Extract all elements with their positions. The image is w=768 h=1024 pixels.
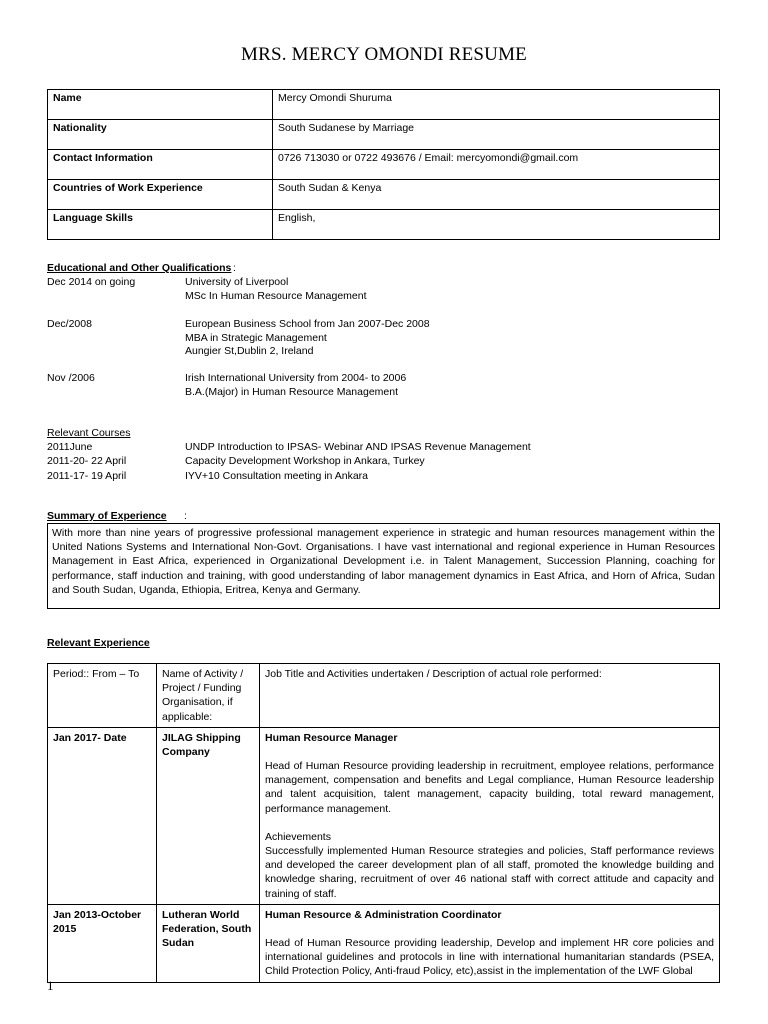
table-header-row xyxy=(48,664,720,728)
experience-period: Jan 2017- Date xyxy=(48,727,157,904)
column-header: Name of Activity / Project / Funding Organisation, if applicable: xyxy=(157,664,260,728)
table-row xyxy=(48,120,720,150)
job-title: Human Resource & Administration Coordinator xyxy=(265,908,502,921)
info-value: 0726 713030 or 0722 493676 / Email: mercyomondi@gmail.com xyxy=(273,150,720,180)
info-label: Name xyxy=(48,90,273,120)
course-date: 2011-17- 19 April xyxy=(47,470,127,482)
course-date: 2011June xyxy=(47,441,93,453)
education-date: Dec/2008 xyxy=(47,318,92,330)
experience-organisation: JILAG Shipping Company xyxy=(157,727,260,904)
summary-heading-colon: : xyxy=(184,510,187,522)
info-label: Nationality xyxy=(48,120,273,150)
table-row xyxy=(48,210,720,240)
column-header: Job Title and Activities undertaken / Description of actual role performed: xyxy=(260,664,720,728)
summary-heading: Summary of Experience xyxy=(47,510,167,522)
education-date: Dec 2014 on going xyxy=(47,276,136,288)
info-label: Language Skills xyxy=(48,210,273,240)
info-value: South Sudan & Kenya xyxy=(273,180,720,210)
table-row xyxy=(48,904,720,982)
page-title: MRS. MERCY OMONDI RESUME xyxy=(241,44,527,65)
job-description: Head of Human Resource providing leadership, Develop and implement HR core policies and international guidelines and protocols in line with international humanitarian standards (PSEA, Child Protection Policy, Anti-fraud Policy, etc),assist in the implementation of the LWF Global xyxy=(265,937,714,978)
education-line: Irish International University from 2004- to 2006 xyxy=(185,372,407,384)
course-date: 2011-20- 22 April xyxy=(47,455,127,467)
education-heading xyxy=(47,262,231,274)
info-value: South Sudanese by Marriage xyxy=(273,120,720,150)
info-value: Mercy Omondi Shuruma xyxy=(273,90,720,120)
achievements-text: Successfully implemented Human Resource strategies and policies, Staff performance reviews and developed the career development plan of all staff, promoted the knowledge building and knowledge sharing, recruitment of over 46 national staff with correct attitude and capacity and training of staff. xyxy=(265,845,714,900)
experience-heading: Relevant Experience xyxy=(47,637,150,649)
education-line: University of Liverpool xyxy=(185,276,289,288)
education-line: B.A.(Major) in Human Resource Management xyxy=(185,386,399,398)
education-line: MBA in Strategic Management xyxy=(185,332,327,344)
table-row xyxy=(48,150,720,180)
education-date: Nov /2006 xyxy=(47,372,95,384)
courses-heading: Relevant Courses xyxy=(47,427,131,439)
info-label: Countries of Work Experience xyxy=(48,180,273,210)
achievements-label: Achievements xyxy=(265,830,331,843)
job-description: Head of Human Resource providing leadership in recruitment, employee relations, performance management, compensation and benefits and Legal compliance, Human Resource leadership and talent acquisition, talent management, capacity building, total reward management, performance management. xyxy=(265,760,714,815)
course-text: UNDP Introduction to IPSAS- Webinar AND IPSAS Revenue Management xyxy=(185,441,531,453)
experience-details xyxy=(260,727,720,904)
page-number: 1 xyxy=(47,978,54,993)
table-row xyxy=(48,180,720,210)
education-heading-text: Educational and Other Qualifications xyxy=(47,262,232,274)
education-line: Aungier St,Dublin 2, Ireland xyxy=(185,345,314,357)
education-heading-colon: : xyxy=(233,262,236,274)
table-row xyxy=(48,727,720,904)
info-label: Contact Information xyxy=(48,150,273,180)
personal-info-table xyxy=(47,89,720,240)
experience-details xyxy=(260,904,720,982)
course-text: Capacity Development Workshop in Ankara, Turkey xyxy=(185,455,425,467)
table-row xyxy=(48,90,720,120)
education-line: European Business School from Jan 2007-Dec 2008 xyxy=(185,318,430,330)
column-header: Period:: From – To xyxy=(48,664,157,728)
job-title: Human Resource Manager xyxy=(265,731,398,744)
summary-box: With more than nine years of progressive professional management experience in strategic and human resources management within the United Nations Systems and International Non-Govt. Organisations. I have vast international and regional experience in Human Resources Management in East Africa, experienced in Organizational Development i.e. in Talent Management, Succession Planning, coaching for performance, staff induction and training, with good understanding of labor management dynamics in East Africa, and Horn of Africa, Sudan and South Sudan, Uganda, Ethiopia, Eritrea, Kenya and Germany. xyxy=(47,523,720,609)
experience-table xyxy=(47,663,720,983)
course-text: IYV+10 Consultation meeting in Ankara xyxy=(185,470,368,482)
experience-organisation: Lutheran World Federation, South Sudan xyxy=(157,904,260,982)
info-value: English, xyxy=(273,210,720,240)
education-line: MSc In Human Resource Management xyxy=(185,290,367,302)
experience-period: Jan 2013-October 2015 xyxy=(48,904,157,982)
